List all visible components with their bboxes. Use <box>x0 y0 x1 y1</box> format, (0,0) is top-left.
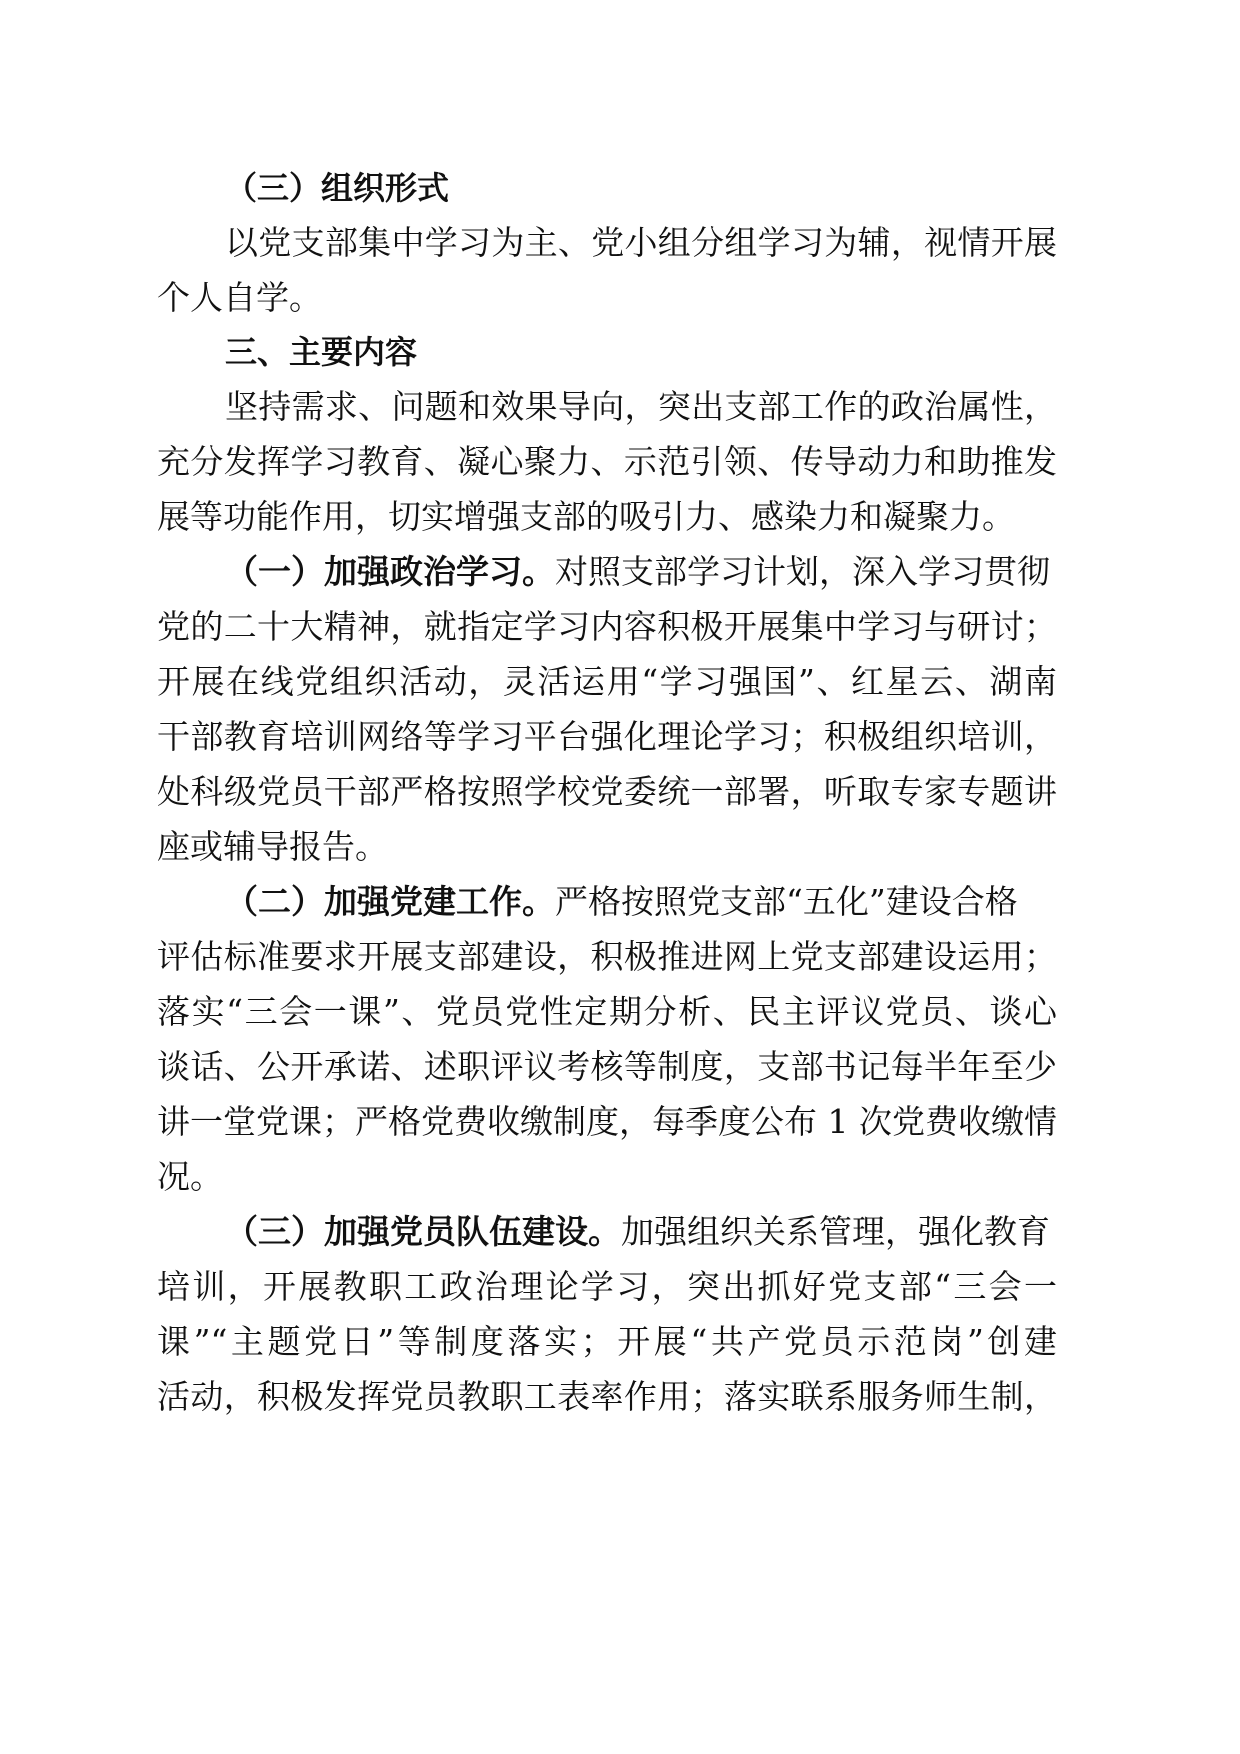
item-2-line-5: 讲一堂党课；严格党费收缴制度，每季度公布 1 次党费收缴情 <box>157 1102 1057 1141</box>
item-1-line-4: 干部教育培训网络等学习平台强化理论学习；积极组织培训， <box>157 717 1057 756</box>
item-1-line-5: 处科级党员干部严格按照学校党委统一部署，听取专家专题讲 <box>157 772 1057 811</box>
item-2-first-line-rest: 严格按照党支部“五化”建设合格 <box>555 882 1018 921</box>
item-3-line-3: 课”“主题党日”等制度落实；开展“共产党员示范岗”创建 <box>157 1322 1057 1361</box>
item-1-line-6: 座或辅导报告。 <box>157 827 388 866</box>
part-3-title: 三、主要内容 <box>225 333 418 371</box>
item-3-line-4: 活动，积极发挥党员教职工表率作用；落实联系服务师生制， <box>157 1377 1057 1416</box>
item-1-first-line <box>225 542 1057 602</box>
item-2-line-3: 落实“三会一课”、党员党性定期分析、民主评议党员、谈心 <box>157 992 1057 1031</box>
item-2-line-4: 谈话、公开承诺、述职评议考核等制度，支部书记每半年至少 <box>157 1047 1057 1086</box>
item-2-line-2: 评估标准要求开展支部建设，积极推进网上党支部建设运用； <box>157 937 1057 976</box>
section-3-body-line-2: 个人自学。 <box>157 278 322 317</box>
item-1-first-line-rest: 对照支部学习计划，深入学习贯彻 <box>555 552 1050 591</box>
part-3-intro-line-2: 充分发挥学习教育、凝心聚力、示范引领、传导动力和助推发 <box>157 442 1057 481</box>
item-3-lead: （三）加强党员队伍建设。 <box>225 1212 621 1251</box>
item-3-first-line-rest: 加强组织关系管理，强化教育 <box>621 1212 1050 1251</box>
item-3-first-line <box>225 1202 1057 1262</box>
item-2-line-6: 况。 <box>157 1157 223 1196</box>
part-3-intro-line-1: 坚持需求、问题和效果导向，突出支部工作的政治属性， <box>225 387 1057 426</box>
section-3-body-line-1: 以党支部集中学习为主、党小组分组学习为辅，视情开展 <box>225 223 1057 262</box>
item-2-first-line <box>225 872 1057 932</box>
item-1-line-3: 开展在线党组织活动，灵活运用“学习强国”、红星云、湖南 <box>157 662 1057 701</box>
item-2-lead: （二）加强党建工作。 <box>225 882 555 921</box>
item-3-line-2: 培训，开展教职工政治理论学习，突出抓好党支部“三会一 <box>157 1267 1057 1306</box>
item-1-line-2: 党的二十大精神，就指定学习内容积极开展集中学习与研讨； <box>157 607 1057 646</box>
item-1-lead: （一）加强政治学习。 <box>225 552 555 591</box>
section-3-title: （三）组织形式 <box>225 169 450 207</box>
part-3-intro-line-3: 展等功能作用，切实增强支部的吸引力、感染力和凝聚力。 <box>157 497 1015 536</box>
